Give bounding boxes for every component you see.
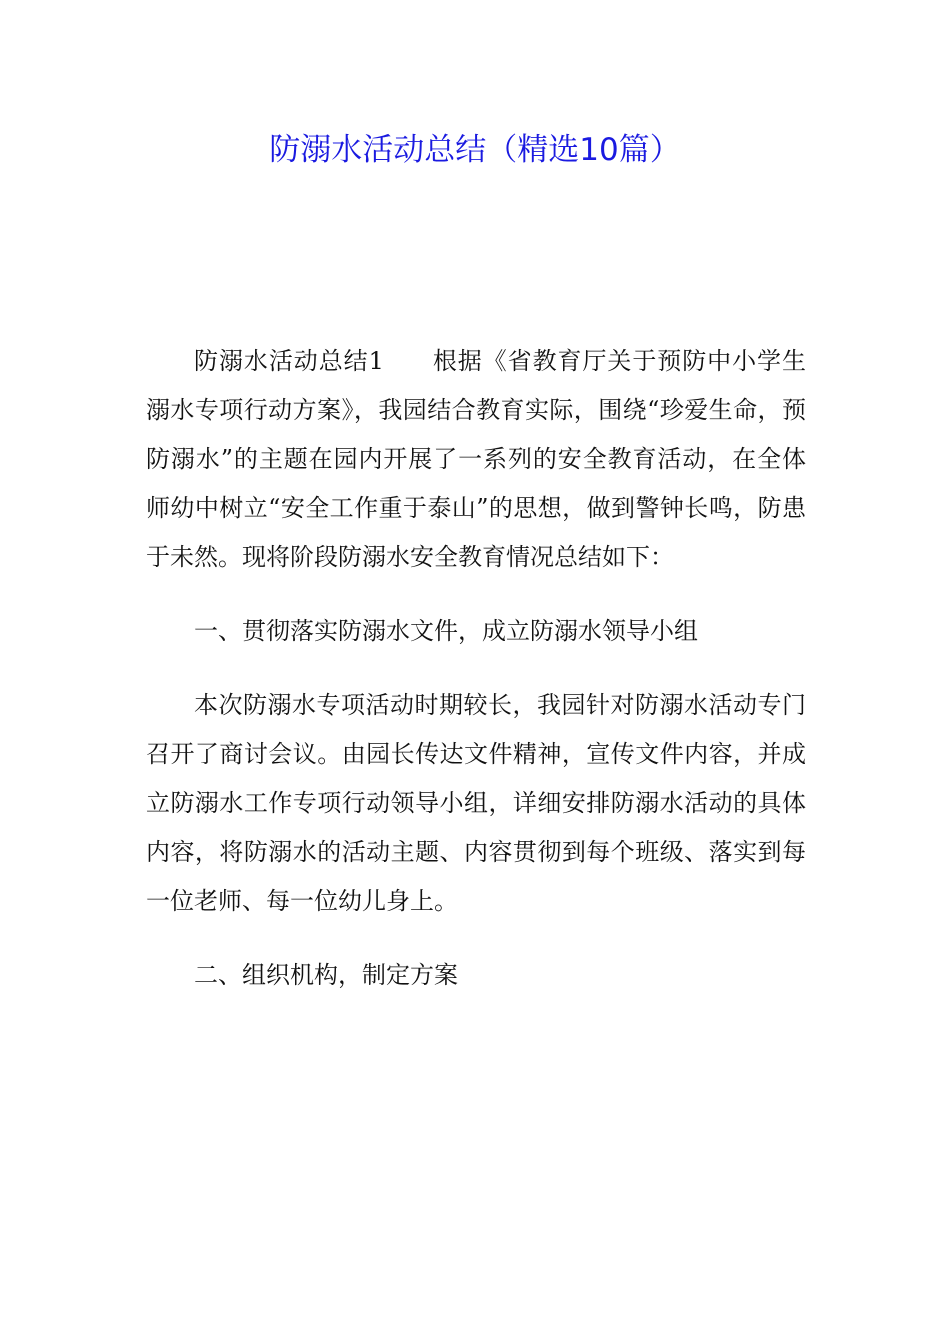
heading-section-1: 一、贯彻落实防溺水文件，成立防溺水领导小组	[194, 617, 698, 645]
paragraph-section-1: 本次防溺水专项活动时期较长，我园针对防溺水活动专门召开了商讨会议。由园长传达文件精神，宣传文件内容，并成立防溺水工作专项行动领导小组，详细安排防溺水活动的具体内容，将防溺水的活动主题、内容贯彻到每个班级、落实到每一位老师、每一位幼儿身上。	[146, 691, 806, 915]
paragraph-text: 根据《省教育厅关于预防中小学生溺水专项行动方案》，我园结合教育实际，围绕“珍爱生命，预防溺水”的主题在园内开展了一系列的安全教育活动，在全体师幼中树立“安全工作重于泰山”的思想，做到警钟长鸣，防患于未然。现将阶段防溺水安全教育情况总结如下：	[146, 347, 807, 571]
document-title: 防溺水活动总结（精选10篇）	[269, 132, 681, 168]
document-body	[146, 337, 806, 1025]
heading-section-2: 二、组织机构，制定方案	[194, 961, 458, 989]
section-label: 防溺水活动总结1	[194, 347, 384, 375]
paragraph-intro	[146, 337, 806, 582]
